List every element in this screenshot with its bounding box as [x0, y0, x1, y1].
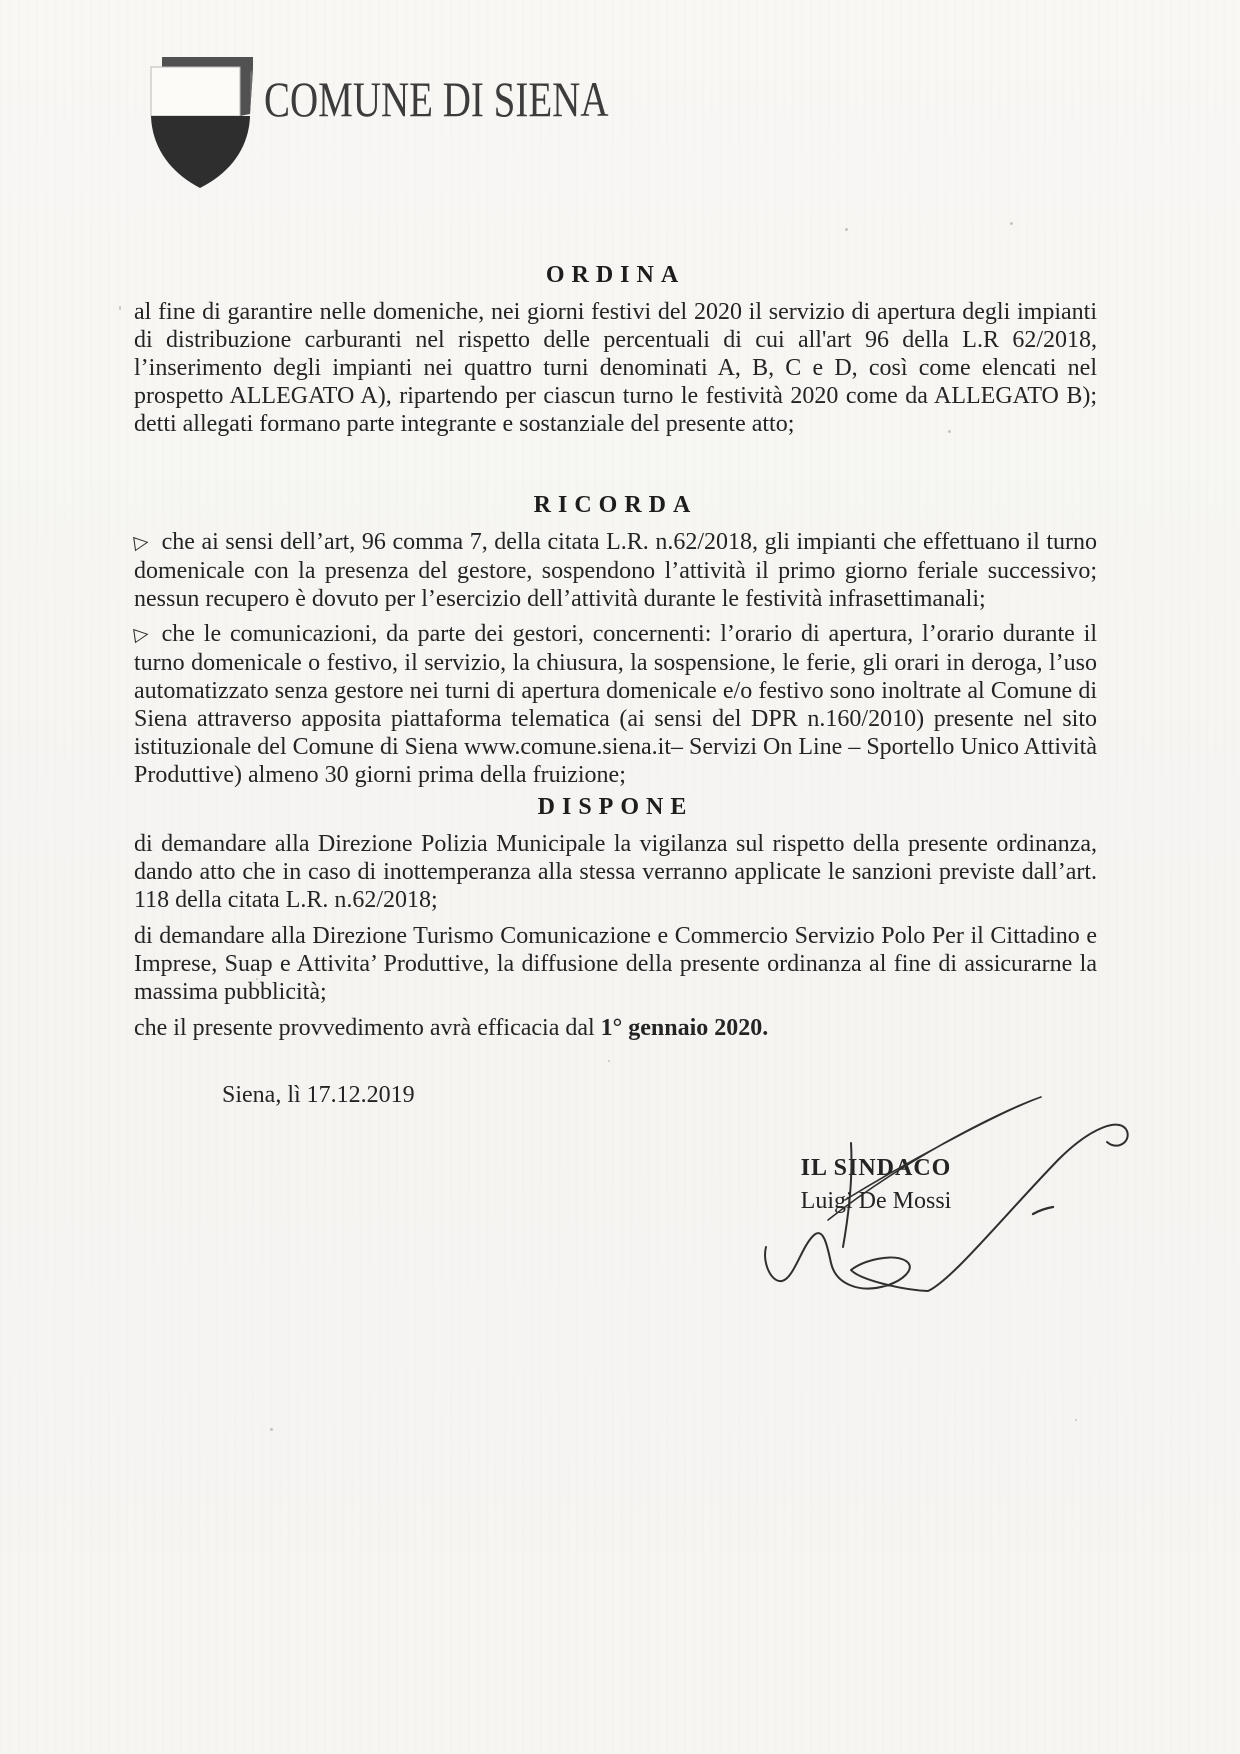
effective-date-prefix: che il presente provvedimento avrà efficacia dal — [134, 1015, 601, 1041]
ricorda-heading: RICORDA — [533, 492, 698, 518]
arrow-bullet-icon: ▷ — [132, 530, 150, 554]
arrow-bullet-icon: ▷ — [132, 622, 150, 646]
effective-date-clause — [134, 1014, 1097, 1042]
place-and-date: Siena, lì 17.12.2019 — [222, 1082, 415, 1108]
dispone-paragraph-1: di demandare alla Direzione Polizia Municipale la vigilanza sul rispetto della presente ordinanza, dando atto che in caso di inottemperanza alla stessa verranno applicate le sanzioni previste dall’art. 118 della citata L.R. n.62/2018; — [134, 831, 1097, 913]
scan-speck — [1075, 1419, 1077, 1421]
signature-block — [733, 1152, 1019, 1218]
scan-speck — [845, 228, 848, 231]
effective-date-value: 1° gennaio 2020. — [600, 1015, 769, 1041]
scan-speck — [608, 1060, 610, 1062]
scan-speck — [256, 978, 258, 980]
scan-speck — [270, 1428, 273, 1431]
dispone-paragraph-2: di demandare alla Direzione Turismo Comunicazione e Commercio Servizio Polo Per il Cittadino e Imprese, Suap e Attivita’ Produttive, la diffusione della presente ordinanza al fine di assicurarne la massima pubblicità; — [134, 923, 1097, 1005]
scan-speck — [119, 306, 121, 310]
ordina-paragraph: al fine di garantire nelle domeniche, nei giorni festivi del 2020 il servizio di apertura degli impianti di distribuzione carburanti nel rispetto delle percentuali di cui all'art 96 della L.R 62/2018, l’inserimento degli impianti nei quattro turni denominati A, B, C e D, così come elencati nel prospetto ALLEGATO A), ripartendo per ciascun turno le festività 2020 come da ALLEGATO B); detti allegati formano parte integrante e sostanziale del presente atto; — [134, 299, 1097, 437]
shield-graphic — [140, 52, 254, 196]
signer-title: IL SINDACO — [800, 1155, 952, 1181]
ordina-heading: ORDINA — [545, 262, 686, 288]
ricorda-bullet-2 — [134, 620, 1097, 789]
ricorda-bullet-2-text: che le comunicazioni, da parte dei gestori, concernenti: l’orario di apertura, l’orario durante il turno domenicale o festivo, il servizio, la chiusura, la sospensione, le ferie, gli orari in deroga, l’uso automatizzato senza gestore nei turni di apertura domenicale e/o festivo sono inoltrate al Comune di Siena attraverso apposita piattaforma telematica (ai sensi del DPR n.160/2010) presente nel sito istituzionale del Comune di Siena www.comune.siena.it– Servizi On Line – Sportello Unico Attività Produttive) almeno 30 giorni prima della fruizione; — [134, 621, 1097, 788]
signer-name: Luigi De Mossi — [800, 1188, 952, 1214]
ricorda-bullet-1-text: che ai sensi dell’art, 96 comma 7, della citata L.R. n.62/2018, gli impianti che effettuano il turno domenicale con la presenza del gestore, sospendono l’attività il primo giorno feriale successivo; nessun recupero è dovuto per l’esercizio dell’attività durante le festività infrasettimanali; — [134, 529, 1097, 612]
scan-speck — [948, 430, 951, 433]
siena-coat-of-arms-icon — [140, 52, 254, 201]
municipality-name: COMUNE DI SIENA — [264, 71, 609, 127]
scan-speck — [1010, 222, 1013, 225]
dispone-heading: DISPONE — [537, 794, 694, 820]
ricorda-bullet-1 — [134, 528, 1097, 613]
